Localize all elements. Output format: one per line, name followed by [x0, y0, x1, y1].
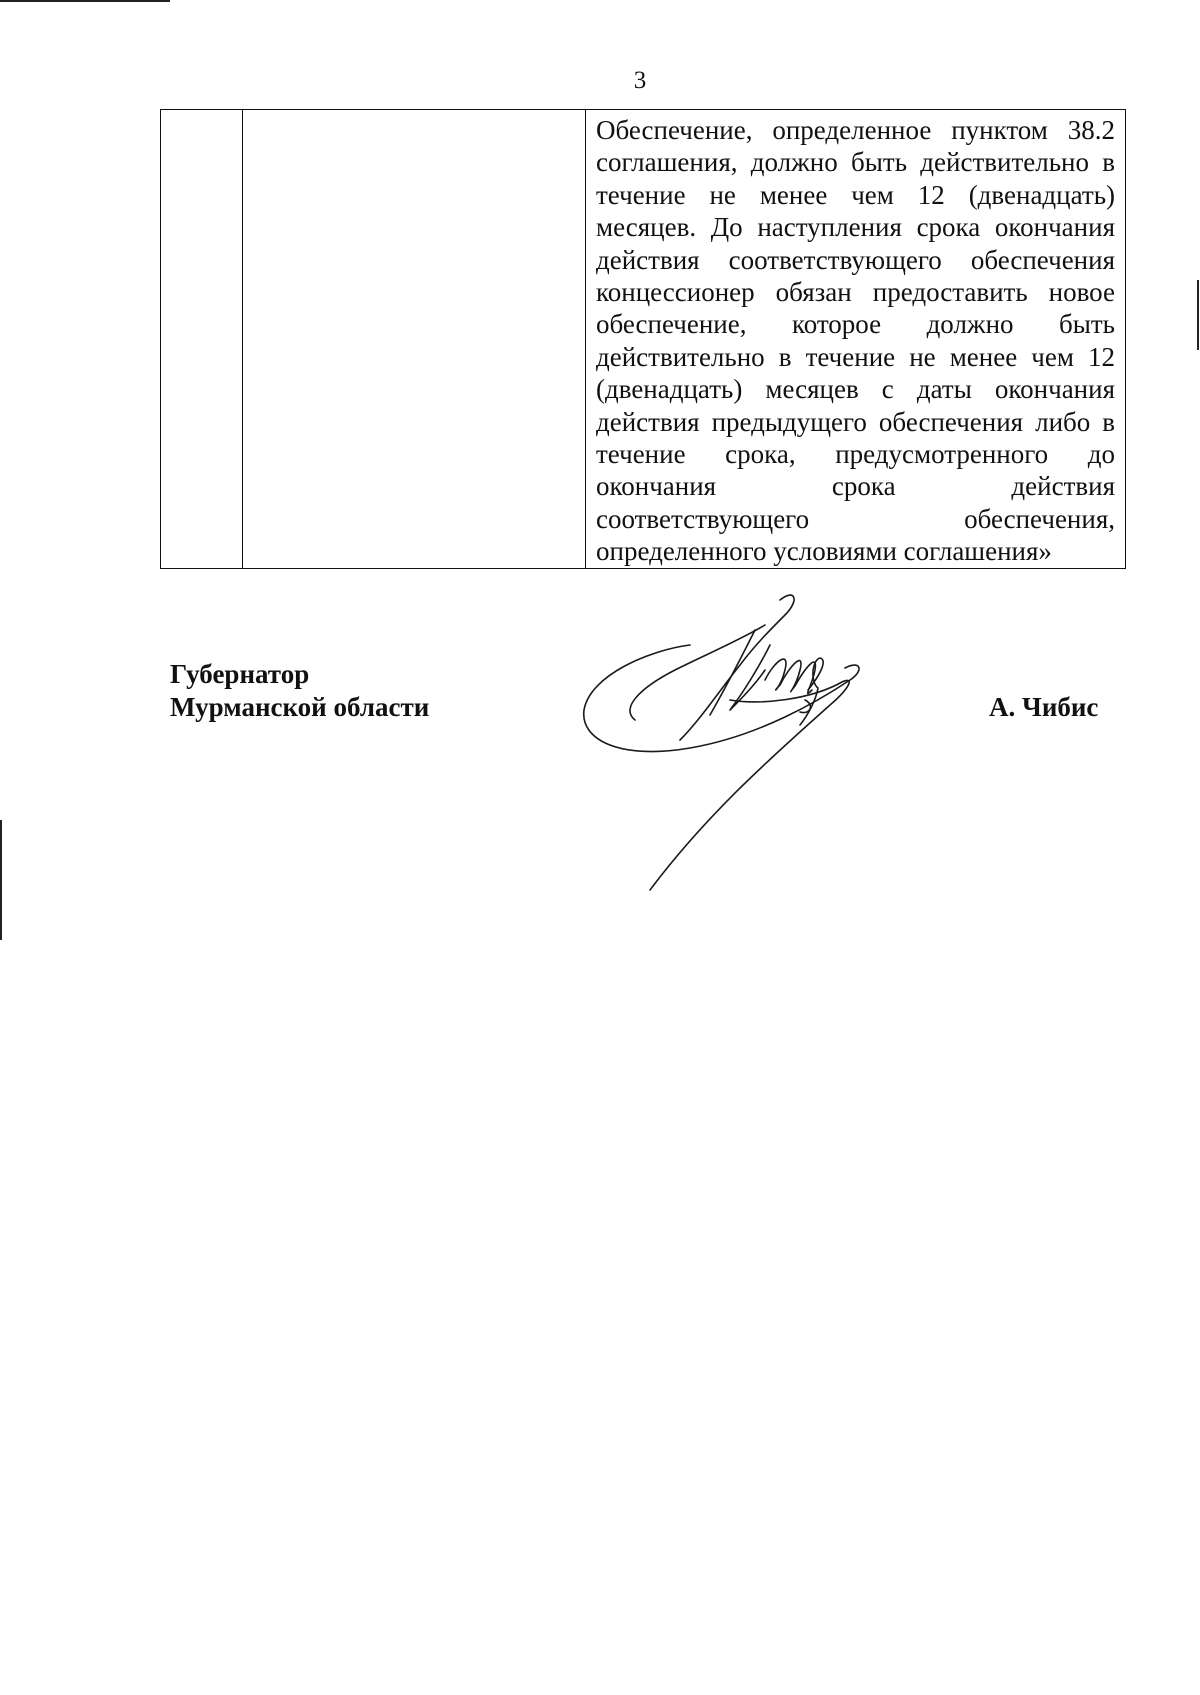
handwritten-signature — [580, 590, 920, 900]
document-table — [160, 109, 1126, 569]
table-cell-paragraph: Обеспечение, определенное пунктом 38.2 соглашения, должно быть действительно в течение не менее чем 12 (двенадцать) месяцев. До наступления срока окончания действия соответствующего обеспечения концессионер обязан предоставить новое обеспечение, которое должно быть действительно в течение не менее чем 12 (двенадцать) месяцев с даты окончания действия предыдущего обеспечения либо в течение срока, предусмотренного до окончания срока действия соответствующего обеспечения, определенного условиями соглашения» — [596, 115, 1115, 567]
page-number: 3 — [633, 67, 647, 94]
table-cell-name — [243, 110, 586, 569]
signatory-name: А. Чибис — [989, 692, 1099, 722]
table-row — [161, 110, 1126, 569]
signatory-title — [170, 658, 429, 724]
scan-edge-mark-top — [0, 0, 170, 2]
table-cell-text — [586, 110, 1126, 569]
table-cell-number — [161, 110, 243, 569]
scan-edge-mark-right — [1197, 280, 1199, 350]
signatory-title-line2: Мурманской области — [170, 692, 430, 722]
scan-edge-mark-left — [0, 820, 2, 940]
signatory-title-line1: Губернатор — [170, 659, 310, 689]
